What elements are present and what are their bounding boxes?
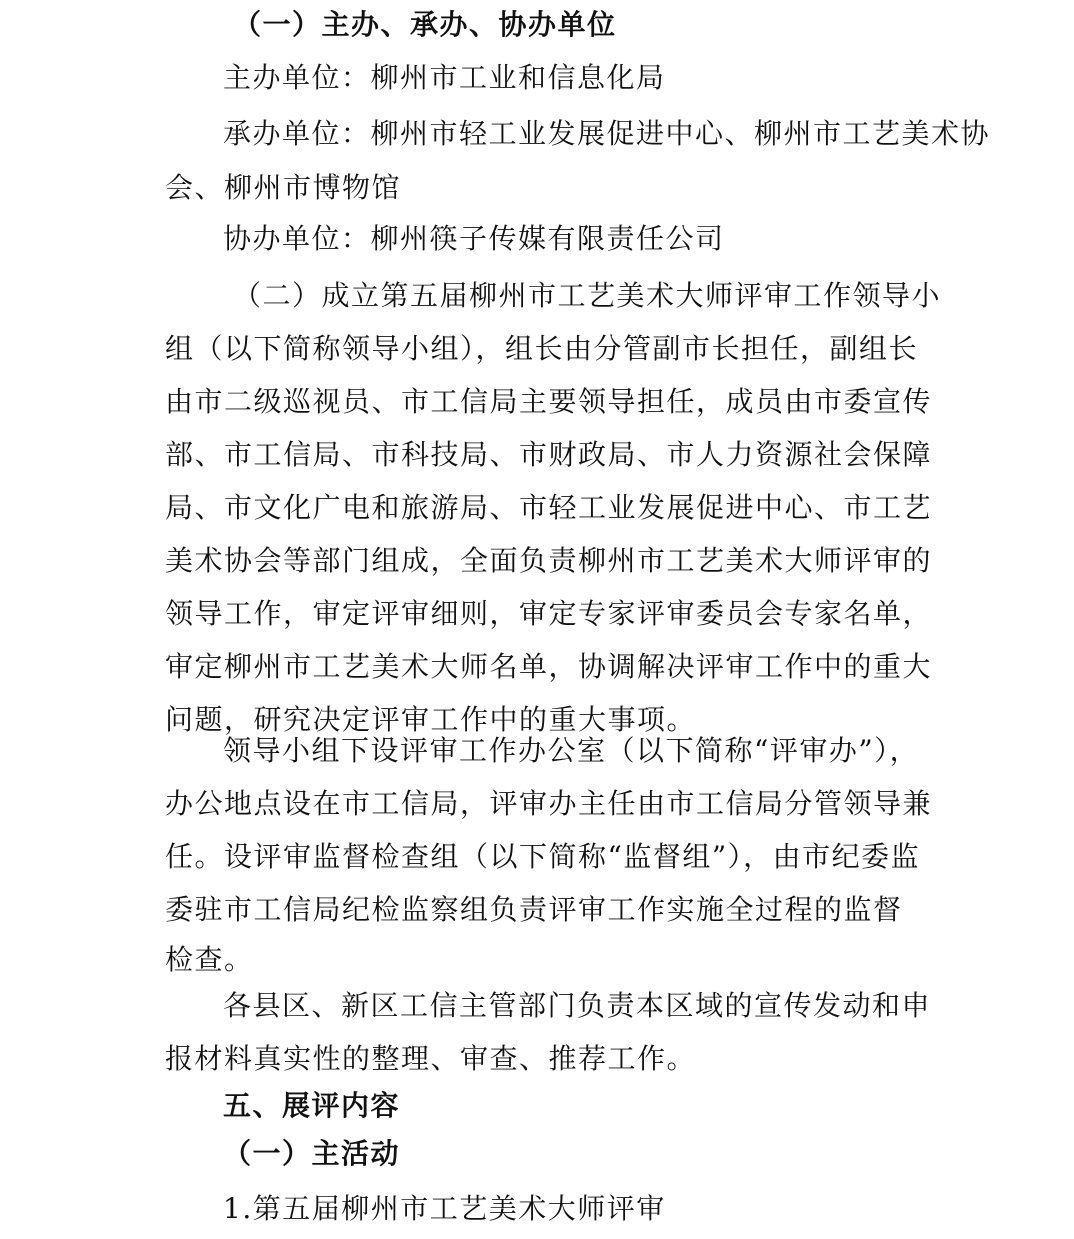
para-office-line-3: 任。设评审监督检查组（以下简称“监督组”），由市纪委监: [165, 840, 921, 873]
para-leadership-line-8: 审定柳州市工艺美术大师名单，协调解决评审工作中的重大: [165, 650, 933, 683]
para-leadership-line-4: 部、市工信局、市科技局、市财政局、市人力资源社会保障: [165, 438, 933, 471]
para-districts-line-1: 各县区、新区工信主管部门负责本区域的宣传发动和申: [223, 989, 932, 1022]
undertaker-line-2: 会、柳州市博物馆: [165, 171, 402, 204]
para-districts-line-2: 报材料真实性的整理、审查、推荐工作。: [165, 1042, 697, 1075]
para-leadership-line-2: 组（以下简称领导小组），组长由分管副市长担任，副组长: [165, 332, 919, 365]
para-leadership-line-5: 局、市文化广电和旅游局、市轻工业发展促进中心、市工艺: [165, 491, 933, 524]
list-item-1: 1.第五届柳州市工艺美术大师评审: [223, 1192, 666, 1225]
para-leadership-line-6: 美术协会等部门组成，全面负责柳州市工艺美术大师评审的: [165, 544, 933, 577]
section-heading-organizers: （一）主办、承办、协办单位: [233, 8, 617, 41]
para-office-line-2: 办公地点设在市工信局，评审办主任由市工信局分管领导兼: [165, 787, 933, 820]
co-organizer-line: 协办单位：柳州筷子传媒有限责任公司: [223, 222, 725, 255]
para-leadership-line-7: 领导工作，审定评审细则，审定专家评审委员会专家名单，: [165, 597, 933, 630]
sub-heading-main-activity: （一）主活动: [223, 1137, 401, 1170]
chapter-heading-exhibition-content: 五、展评内容: [223, 1089, 401, 1122]
organizer-line: 主办单位：柳州市工业和信息化局: [223, 61, 666, 94]
para-office-line-4: 委驻市工信局纪检监察组负责评审工作实施全过程的监督: [165, 893, 903, 926]
para-leadership-line-1: （二）成立第五届柳州市工艺美术大师评审工作领导小: [233, 279, 942, 312]
para-office-line-1: 领导小组下设评审工作办公室（以下简称“评审办”），: [223, 734, 920, 767]
undertaker-line-1: 承办单位：柳州市轻工业发展促进中心、柳州市工艺美术协: [223, 117, 991, 150]
para-leadership-line-3: 由市二级巡视员、市工信局主要领导担任，成员由市委宣传: [165, 385, 933, 418]
para-leadership-line-9: 问题，研究决定评审工作中的重大事项。: [165, 703, 697, 736]
para-office-line-5: 检查。: [165, 943, 254, 976]
